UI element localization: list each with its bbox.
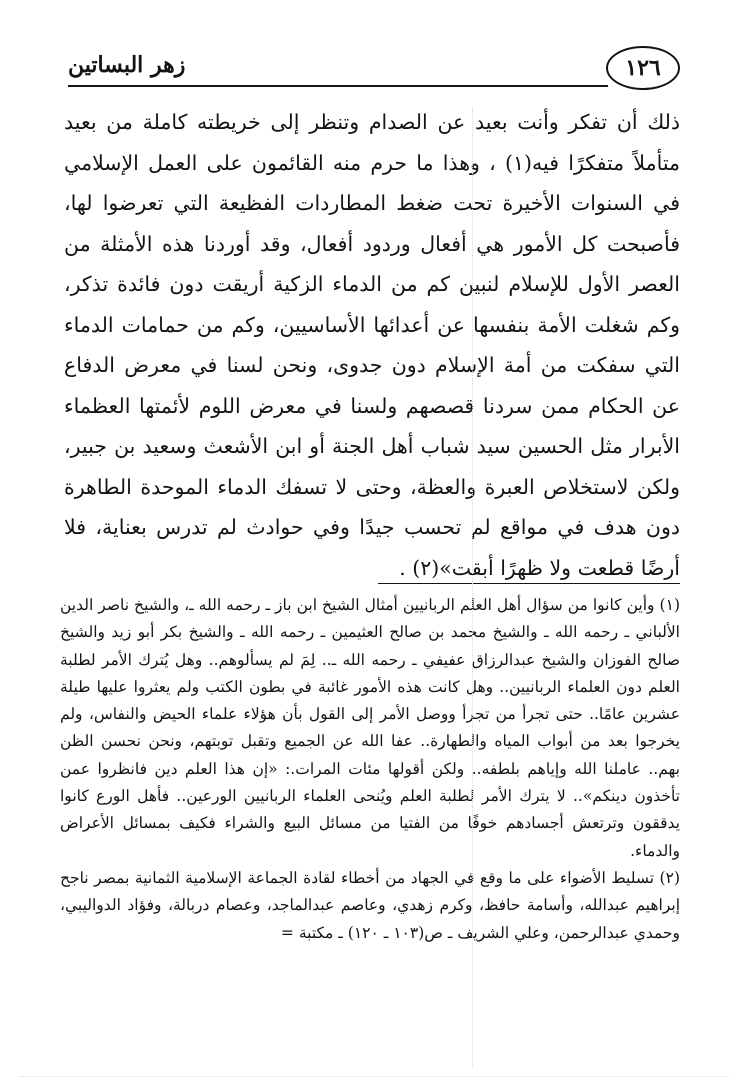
footnote-2 bbox=[60, 865, 680, 947]
page-header bbox=[68, 44, 680, 94]
footnote-separator bbox=[378, 583, 680, 584]
footnotes bbox=[60, 592, 680, 947]
scan-edge-line bbox=[20, 1076, 730, 1077]
main-text bbox=[64, 102, 680, 588]
running-title: زهر البساتين bbox=[68, 52, 186, 78]
footnote-1-text: وأين كانوا من سؤال أهل العلم الربانيين أمثال الشيخ ابن باز ـ رحمه الله ـ، والشيخ ناصر الدين الألباني ـ رحمه الله ـ والشيخ محمد بن صالح العثيمين ـ رحمه الله ـ والشيخ بكر أبو زيد والشيخ صالح الفوزان والشيخ عبدالرزاق عفيفي ـ رحمه الله ـ.. لِمَ لم يسألوهم.. وهل يُترك الأمر لطلبة العلم دون العلماء الربانيين.. وهل كانت هذه الأمور غائبة في بطون الكتب ولم يعثروا عليها طيلة عشرين عامًا.. حتى تجرأ من تجرأ ووصل الأمر إلى القول بأن هؤلاء علماء الحيض والنفاس، ولم يخرجوا بعد من أبواب المياه والطهارة.. عفا الله عن الجميع وتقبل توبتهم، ونحن نحسن الظن بهم.. عاملنا الله وإياهم بلطفه.. ولكن أقولها مئات المرات.: «إن هذا العلم دين فانظروا عمن تأخذون دينكم».. لا يترك الأمر لطلبة العلم ويُنحى العلماء الربانيين الورعين.. فأهل الورع كانوا يدققون وترتعش أجسادهم خوفًا من الفتيا من مسائل البيع والشراء فكيف بمسائل الأعراض والدماء. bbox=[60, 596, 680, 860]
footnote-2-marker: (٢) bbox=[659, 868, 680, 887]
scan-fold-line bbox=[472, 108, 473, 1068]
header-rule bbox=[68, 85, 608, 87]
body-paragraph: ذلك أن تفكر وأنت بعيد عن الصدام وتنظر إلى خريطته كاملة من بعيد متأملاً متفكرًا فيه(١) ، وهذا ما حرم منه القائمون على العمل الإسلامي في السنوات الأخيرة تحت ضغط المطاردات الفظيعة التي تعرضوا لها، فأصبحت كل الأمور هي أفعال وردود أفعال، وقد أوردنا هذه الأمثلة من العصر الأول للإسلام لنبين كم من الدماء الزكية أريقت دون فائدة تذكر، وكم شغلت الأمة بنفسها عن أعدائها الأساسيين، وكم من حمامات الدماء التي سفكت من أمة الإسلام دون جدوى، ونحن لسنا في معرض الدفاع عن الحكام ممن سردنا قصصهم ولسنا في معرض اللوم لأئمتها العظماء الأبرار مثل الحسين سيد شباب أهل الجنة أو ابن الأشعث وسعيد بن جبير، ولكن لاستخلاص العبرة والعظة، وحتى لا تسفك الدماء الموحدة الطاهرة دون هدف في مواقع لم تحسب جيدًا وفي حوادث لم تدرس بعناية، فلا أرضًا قطعت ولا ظهرًا أبقت»(٢) . bbox=[64, 110, 680, 580]
footnote-1-marker: (١) bbox=[659, 596, 680, 614]
footnote-1 bbox=[60, 592, 680, 865]
page-number: ١٢٦ bbox=[606, 46, 680, 90]
footnote-2-text: تسليط الأضواء على ما وقع في الجهاد من أخطاء لقادة الجماعة الإسلامية الثمانية بمصر ناجح إبراهيم عبدالله، وأسامة حافظ، وكرم زهدي، وعاصم عبدالماجد، وعصام دربالة، وفؤاد الدواليبي، وحمدي عبدالرحمن، وعلي الشريف ـ ص(١٠٣ ـ ١٢٠) ـ مكتبة = bbox=[60, 868, 680, 942]
